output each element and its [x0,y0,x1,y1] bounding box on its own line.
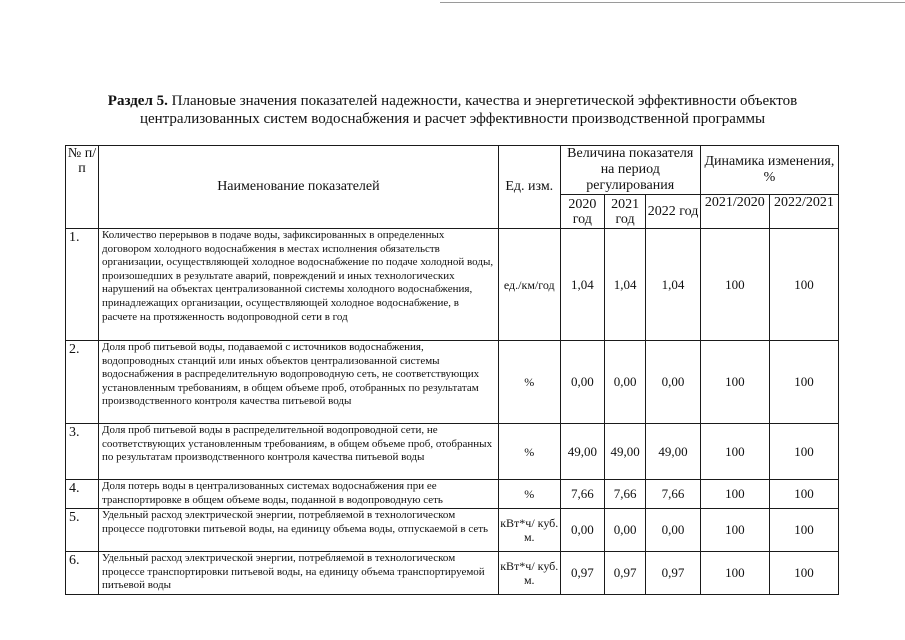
row-dynamics-2022-2021: 100 [769,509,838,552]
row-unit: кВт*ч/ куб. м. [498,509,560,552]
row-description: Доля проб питьевой воды в распределительной водопроводной сети, не соответствующих установленным требованиям, в общем объеме проб, отобранных по результатам производственного контроля качества питьевой воды [98,424,498,480]
header-year-2022: 2022 год [646,195,701,229]
section-title [60,92,845,128]
row-dynamics-2021-2020: 100 [700,480,769,509]
row-value-2020: 0,00 [560,341,604,424]
row-dynamics-2022-2021: 100 [769,341,838,424]
row-value-2022: 7,66 [646,480,701,509]
row-value-2022: 0,00 [646,509,701,552]
indicators-table [65,145,839,595]
row-number: 4. [66,480,99,509]
table-row [66,341,839,424]
row-description: Удельный расход электрической энергии, потребляемой в технологическом процессе транспортировки питьевой воды, на единицу объема транспортируемой питьевой воды [98,552,498,595]
row-value-2020: 1,04 [560,229,604,341]
header-dynamics-group: Динамика изменения, % [700,146,838,195]
row-value-2022: 49,00 [646,424,701,480]
header-year-2021: 2021 год [604,195,645,229]
row-dynamics-2022-2021: 100 [769,552,838,595]
row-number: 2. [66,341,99,424]
header-num: № п/п [66,146,99,229]
row-value-2021: 0,00 [604,509,645,552]
row-number: 3. [66,424,99,480]
row-description: Удельный расход электрической энергии, потребляемой в технологическом процессе подготовки питьевой воды, на единицу объема воды, отпускаемой в сеть [98,509,498,552]
row-unit: ед./км/год [498,229,560,341]
row-value-2020: 49,00 [560,424,604,480]
row-dynamics-2021-2020: 100 [700,424,769,480]
table-row [66,509,839,552]
row-dynamics-2022-2021: 100 [769,480,838,509]
row-value-2021: 1,04 [604,229,645,341]
row-unit: % [498,424,560,480]
row-value-2022: 0,97 [646,552,701,595]
section-title-line-1 [60,92,845,110]
header-ratio-2021-2020: 2021/2020 [700,195,769,229]
row-description: Количество перерывов в подаче воды, зафиксированных в определенных договором холодного водоснабжения в местах исполнения обязательств организации, осуществляющей холодное водоснабжение по подаче холодной воды, произошедших в результате аварий, повреждений и иных технологических нарушений на объектах централизованной системы холодного водоснабжения, принадлежащих организации, осуществляющей холодное водоснабжение, в расчете на протяженность водопроводной сети в год [98,229,498,341]
table-row [66,229,839,341]
header-row-1 [66,146,839,195]
row-value-2021: 0,97 [604,552,645,595]
row-description: Доля проб питьевой воды, подаваемой с источников водоснабжения, водопроводных станций или иных объектов централизованной системы водоснабжения в распределительную водопроводную сеть, не соответствующих установленным требованиям, в общем объеме проб, отобранных по результатам производственного контроля качества питьевой воды [98,341,498,424]
header-value-group: Величина показателя на период регулирования [560,146,700,195]
scan-top-rule [440,2,905,3]
row-value-2022: 0,00 [646,341,701,424]
header-ratio-2022-2021: 2022/2021 [769,195,838,229]
table-row [66,424,839,480]
row-number: 1. [66,229,99,341]
header-unit: Ед. изм. [498,146,560,229]
row-dynamics-2021-2020: 100 [700,509,769,552]
row-dynamics-2022-2021: 100 [769,229,838,341]
row-value-2022: 1,04 [646,229,701,341]
row-unit: % [498,341,560,424]
row-value-2020: 0,00 [560,509,604,552]
section-title-text: Плановые значения показателей надежности, качества и энергетической эффективности объектов [167,93,798,109]
row-dynamics-2021-2020: 100 [700,229,769,341]
section-label: Раздел 5. [107,93,168,109]
row-unit: % [498,480,560,509]
row-dynamics-2022-2021: 100 [769,424,838,480]
header-year-2020: 2020 год [560,195,604,229]
row-value-2021: 7,66 [604,480,645,509]
row-value-2020: 0,97 [560,552,604,595]
row-number: 5. [66,509,99,552]
table-row [66,552,839,595]
row-dynamics-2021-2020: 100 [700,341,769,424]
row-unit: кВт*ч/ куб. м. [498,552,560,595]
table-row [66,480,839,509]
header-name: Наименование показателей [98,146,498,229]
section-title-line-2: централизованных систем водоснабжения и расчет эффективности производственной программы [139,111,766,127]
row-value-2021: 0,00 [604,341,645,424]
row-value-2020: 7,66 [560,480,604,509]
row-number: 6. [66,552,99,595]
row-value-2021: 49,00 [604,424,645,480]
row-dynamics-2021-2020: 100 [700,552,769,595]
row-description: Доля потерь воды в централизованных системах водоснабжения при ее транспортировке в общем объеме воды, поданной в водопроводную сеть [98,480,498,509]
